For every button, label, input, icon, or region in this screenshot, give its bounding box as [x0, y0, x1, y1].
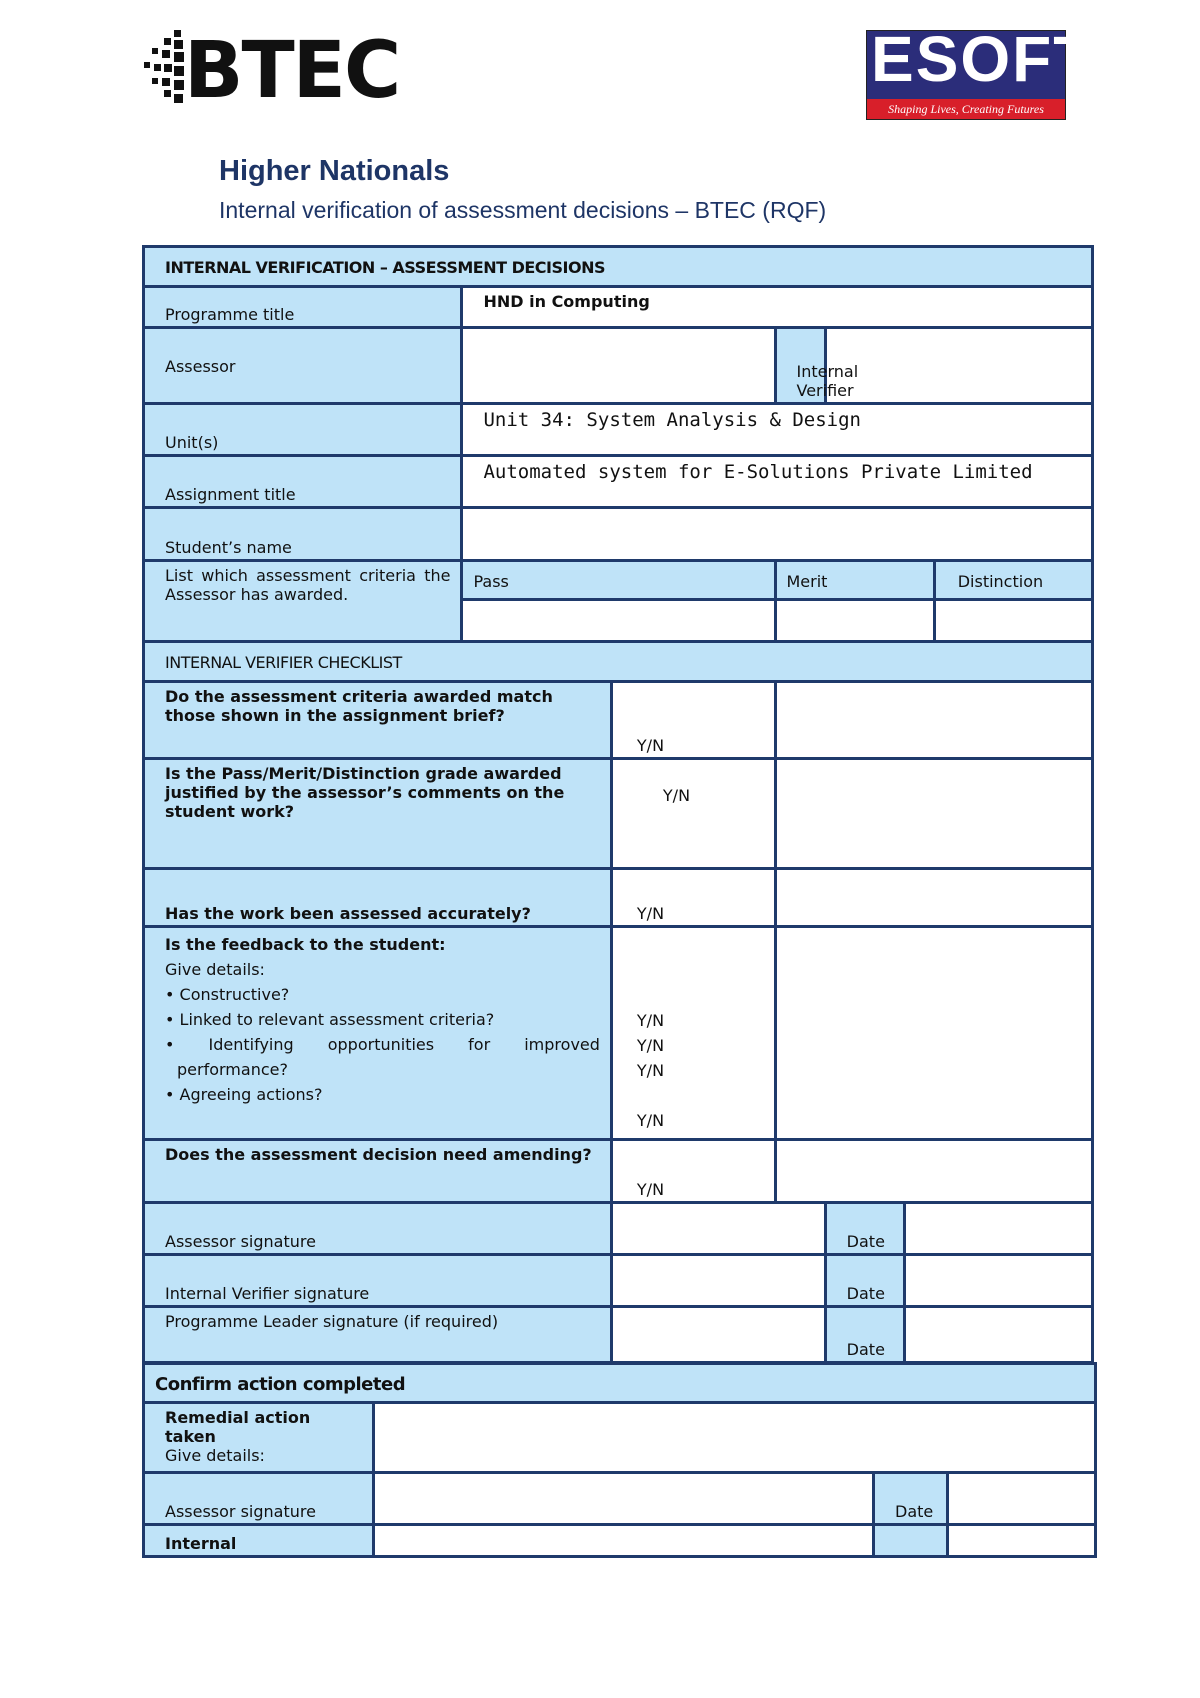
- merit-criteria-field[interactable]: [775, 600, 934, 642]
- checklist-q4-title: Is the feedback to the student:: [165, 935, 446, 954]
- checklist-q3-yn[interactable]: Y/N: [611, 869, 775, 927]
- confirm-title: Confirm action completed: [144, 1364, 1096, 1403]
- confirm-assessor-signature-field[interactable]: [374, 1473, 874, 1525]
- checklist-q4-item: • Agreeing actions?: [165, 1085, 323, 1104]
- checklist-q4-yn-group[interactable]: [611, 927, 775, 1140]
- confirm-internal-signature-field[interactable]: [374, 1525, 874, 1557]
- remedial-action-label: Remedial action taken Give details:: [144, 1403, 374, 1473]
- programme-title-label: Programme title: [144, 287, 462, 328]
- internal-verifier-date-field[interactable]: [905, 1255, 1093, 1307]
- checklist-q4-yn[interactable]: Y/N: [636, 1111, 665, 1130]
- assignment-title-label: Assignment title: [144, 456, 462, 508]
- student-name-field[interactable]: [462, 508, 1093, 561]
- confirm-internal-date-field[interactable]: [948, 1525, 1096, 1557]
- checklist-q3-comment[interactable]: [775, 869, 1093, 927]
- checklist-q1-comment[interactable]: [775, 682, 1093, 759]
- checklist-q4-yn[interactable]: Y/N: [636, 1011, 665, 1030]
- assessor-label: Assessor: [144, 328, 462, 404]
- confirm-assessor-date-label: Date: [874, 1473, 948, 1525]
- assessor-signature-date-label: Date: [825, 1203, 905, 1255]
- checklist-q5-yn[interactable]: Y/N: [611, 1140, 775, 1203]
- internal-verifier-date-label: Date: [825, 1255, 905, 1307]
- remedial-action-subtitle: Give details:: [165, 1446, 265, 1465]
- programme-leader-date-field[interactable]: [905, 1307, 1093, 1363]
- criteria-label: List which assessment criteria the Assessor has awarded.: [144, 561, 462, 642]
- esoft-wordmark: ESOFT: [871, 23, 1095, 95]
- checklist-q4-subtitle: Give details:: [165, 960, 265, 979]
- assignment-title-field[interactable]: Automated system for E-Solutions Private Limited: [462, 456, 1093, 508]
- checklist-q2-comment[interactable]: [775, 759, 1093, 869]
- checklist-q3: Has the work been assessed accurately?: [144, 869, 612, 927]
- confirm-assessor-signature-label: Assessor signature: [144, 1473, 374, 1525]
- remedial-action-field[interactable]: [374, 1403, 1096, 1473]
- confirm-action-table: [142, 1362, 1097, 1558]
- internal-verifier-signature-label: Internal Verifier signature: [144, 1255, 612, 1307]
- checklist-q4-item: • Constructive?: [165, 985, 290, 1004]
- assessor-signature-field[interactable]: [611, 1203, 825, 1255]
- merit-header: Merit: [775, 561, 934, 600]
- student-name-label: Student’s name: [144, 508, 462, 561]
- internal-verifier-field[interactable]: [825, 328, 1092, 404]
- section-title: INTERNAL VERIFICATION – ASSESSMENT DECISIONS: [144, 247, 1093, 287]
- checklist-q5: Does the assessment decision need amending?: [144, 1140, 612, 1203]
- checklist-q4: [144, 927, 612, 1140]
- assessor-field[interactable]: [462, 328, 775, 404]
- programme-leader-signature-label: Programme Leader signature (if required): [144, 1307, 612, 1363]
- internal-verifier-label: Internal Verifier: [775, 328, 825, 404]
- pass-header: Pass: [462, 561, 775, 600]
- esoft-logo: [866, 23, 1095, 120]
- confirm-internal-date-label: [874, 1525, 948, 1557]
- checklist-q4-comment[interactable]: [775, 927, 1093, 1140]
- checklist-q1: Do the assessment criteria awarded match those shown in the assignment brief?: [144, 682, 612, 759]
- units-label: Unit(s): [144, 404, 462, 456]
- checklist-q4-yn[interactable]: Y/N: [636, 1036, 665, 1055]
- programme-title-field[interactable]: HND in Computing: [462, 287, 1093, 328]
- checklist-title: INTERNAL VERIFIER CHECKLIST: [144, 642, 1093, 682]
- page-subtitle: Internal verification of assessment decisions – BTEC (RQF): [219, 197, 827, 223]
- distinction-criteria-field[interactable]: [934, 600, 1092, 642]
- programme-leader-date-label: Date: [825, 1307, 905, 1363]
- assessor-signature-label: Assessor signature: [144, 1203, 612, 1255]
- assessor-signature-date-field[interactable]: [905, 1203, 1093, 1255]
- checklist-q4-item: • Identifying opportunities for improved performance?: [165, 1035, 600, 1079]
- confirm-internal-label: Internal: [144, 1525, 374, 1557]
- btec-logo: [144, 26, 400, 118]
- checklist-q1-yn[interactable]: Y/N: [611, 682, 775, 759]
- btec-dots-icon: [144, 28, 188, 108]
- checklist-q2: Is the Pass/Merit/Distinction grade awarded justified by the assessor’s comments on the student work?: [144, 759, 612, 869]
- distinction-header: Distinction: [934, 561, 1092, 600]
- pass-criteria-field[interactable]: [462, 600, 775, 642]
- checklist-q5-comment[interactable]: [775, 1140, 1093, 1203]
- checklist-q2-yn[interactable]: Y/N: [611, 759, 775, 869]
- internal-verification-table: [142, 245, 1094, 1364]
- units-field[interactable]: Unit 34: System Analysis & Design: [462, 404, 1093, 456]
- checklist-q4-item: • Linked to relevant assessment criteria?: [165, 1010, 495, 1029]
- programme-leader-signature-field[interactable]: [611, 1307, 825, 1363]
- checklist-q4-yn[interactable]: Y/N: [636, 1061, 665, 1080]
- internal-verifier-signature-field[interactable]: [611, 1255, 825, 1307]
- confirm-assessor-date-field[interactable]: [948, 1473, 1096, 1525]
- btec-wordmark: BTEC: [184, 26, 400, 116]
- page-title: Higher Nationals: [219, 155, 450, 187]
- esoft-tagline: Shaping Lives, Creating Futures: [867, 99, 1065, 119]
